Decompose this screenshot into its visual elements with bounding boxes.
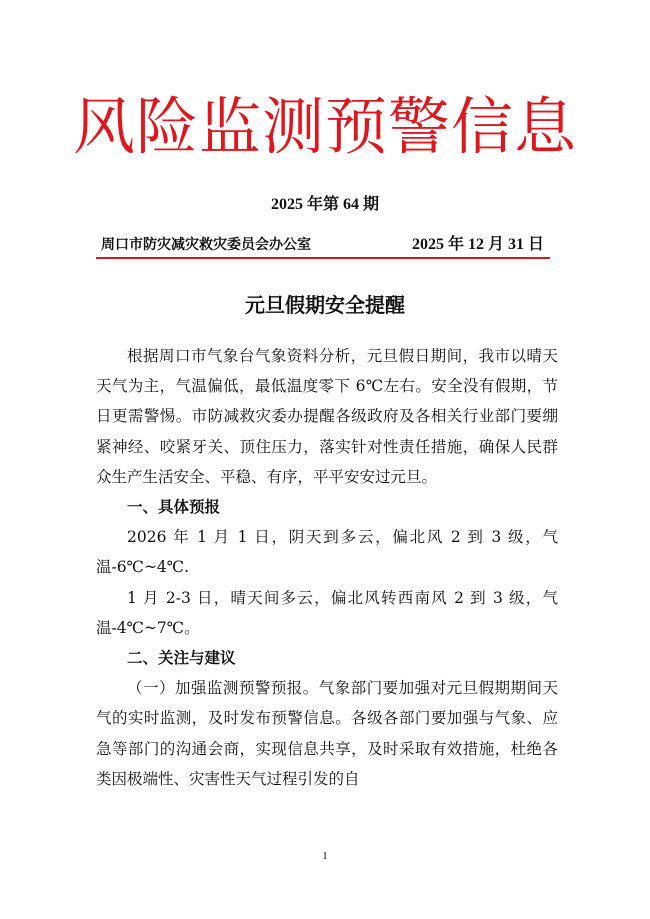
intro-paragraph: 根据周口市气象台气象资料分析，元旦假日期间，我市以晴天天气为主，气温偏低，最低温度零下 6℃左右。安全没有假期，节日更需警惕。市防减救灾委办提醒各级政府及各相关行业部门要绷紧神经、咬紧牙关、顶住压力，落实针对性责任措施，确保人民群众生产生活安全、平稳、有序，平平安安过元旦。 — [96, 347, 558, 486]
masthead-title: 风险监测预警信息 — [72, 90, 577, 163]
issue-date: 2025 年 12 月 31 日 — [411, 236, 544, 253]
issuer-name: 周口市防灾减灾救灾委员会办公室 — [101, 237, 311, 253]
forecast-paragraph-jan1: 2026 年 1 月 1 日，阴天到多云，偏北风 2 到 3 级，气温-6℃~4℃. — [96, 528, 558, 577]
issue-number: 2025 年第 64 期 — [270, 196, 379, 213]
section-heading-forecast: 一、具体预报 — [127, 498, 221, 517]
document-body — [96, 341, 558, 794]
forecast-paragraph-jan2-3: 1 月 2-3 日，晴天间多云，偏北风转西南风 2 到 3 级，气温-4℃~7℃。 — [96, 588, 558, 637]
red-separator-rule — [96, 257, 550, 259]
page-number: 1 — [322, 850, 328, 862]
advice-paragraph-monitoring: （一）加强监测预警预报。气象部门要加强对元旦假期期间天气的实时监测，及时发布预警信息。各级各部门要加强与气象、应急等部门的沟通会商，实现信息共享，及时采取有效措施，杜绝各类因极端性、灾害性天气过程引发的自 — [96, 679, 558, 788]
section-heading-advice: 二、关注与建议 — [127, 649, 236, 668]
issuer-row — [95, 233, 550, 257]
document-title: 元旦假期安全提醒 — [245, 293, 405, 317]
